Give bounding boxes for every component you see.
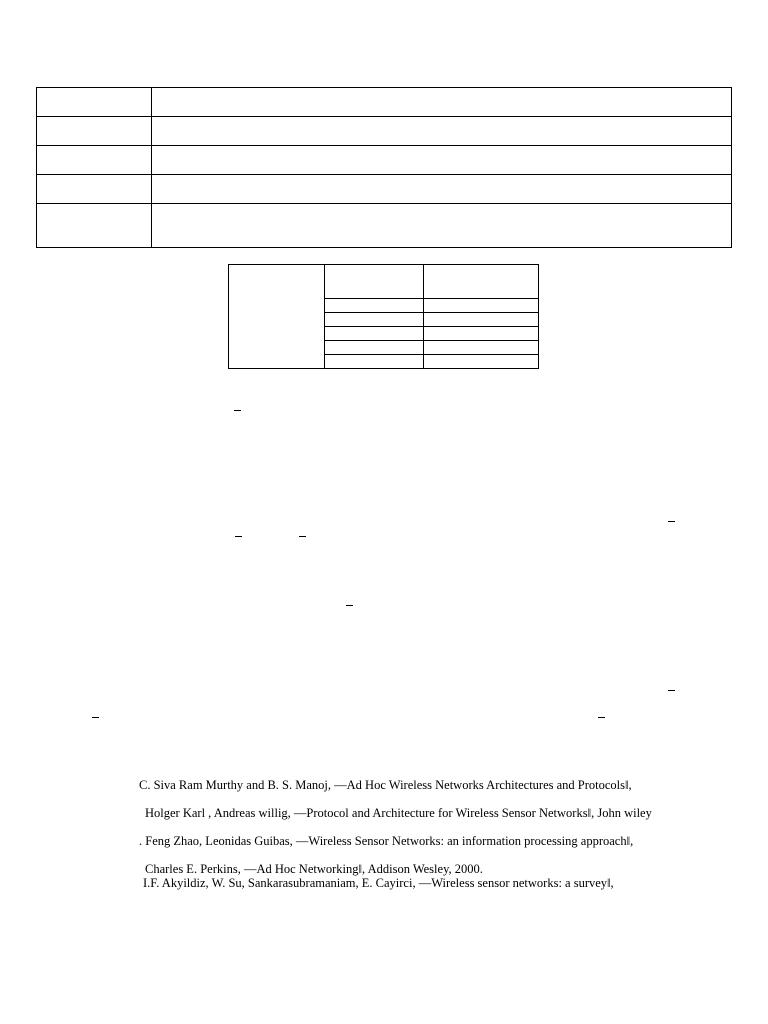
table-cell <box>424 313 539 327</box>
table-row <box>37 117 732 146</box>
table-cell <box>37 175 152 204</box>
table-row <box>37 146 732 175</box>
table-row <box>37 204 732 248</box>
dash-mark <box>299 536 306 537</box>
reference-item: I.F. Akyildiz, W. Su, Sankarasubramaniam, E. Cayirci, —Wireless sensor networks: a survey‖, <box>143 876 614 890</box>
course-info-table <box>36 87 732 248</box>
table-cell <box>424 341 539 355</box>
reference-item: Holger Karl , Andreas willig, —Protocol and Architecture for Wireless Sensor Networks‖, John wiley <box>145 806 652 820</box>
dash-mark <box>598 717 605 718</box>
table-cell <box>37 146 152 175</box>
table-cell <box>424 327 539 341</box>
table-cell <box>325 265 424 299</box>
dash-mark <box>234 410 241 411</box>
table-cell <box>424 265 539 299</box>
table-cell <box>424 299 539 313</box>
dash-mark <box>235 536 242 537</box>
dash-mark <box>668 521 675 522</box>
table-cell <box>325 299 424 313</box>
table-cell <box>37 117 152 146</box>
table-cell <box>152 88 732 117</box>
table-cell <box>325 327 424 341</box>
table-cell <box>325 355 424 369</box>
table-cell <box>37 204 152 248</box>
dash-mark <box>92 717 99 718</box>
dash-mark <box>668 690 675 691</box>
dash-mark <box>346 605 353 606</box>
table-cell <box>325 341 424 355</box>
table-row <box>229 265 539 299</box>
table-row <box>37 175 732 204</box>
reference-item: Charles E. Perkins, —Ad Hoc Networking‖, Addison Wesley, 2000. <box>145 862 483 876</box>
table-cell <box>152 204 732 248</box>
table-cell <box>229 265 325 369</box>
table-cell <box>152 117 732 146</box>
table-cell <box>152 146 732 175</box>
table-row <box>37 88 732 117</box>
table-cell <box>424 355 539 369</box>
table-cell <box>152 175 732 204</box>
table-cell <box>325 313 424 327</box>
reference-item: C. Siva Ram Murthy and B. S. Manoj, —Ad Hoc Wireless Networks Architectures and Protocols‖, <box>139 778 632 792</box>
marks-table <box>228 264 539 369</box>
table-cell <box>37 88 152 117</box>
reference-item: . Feng Zhao, Leonidas Guibas, —Wireless Sensor Networks: an information processing approach‖, <box>139 834 634 848</box>
